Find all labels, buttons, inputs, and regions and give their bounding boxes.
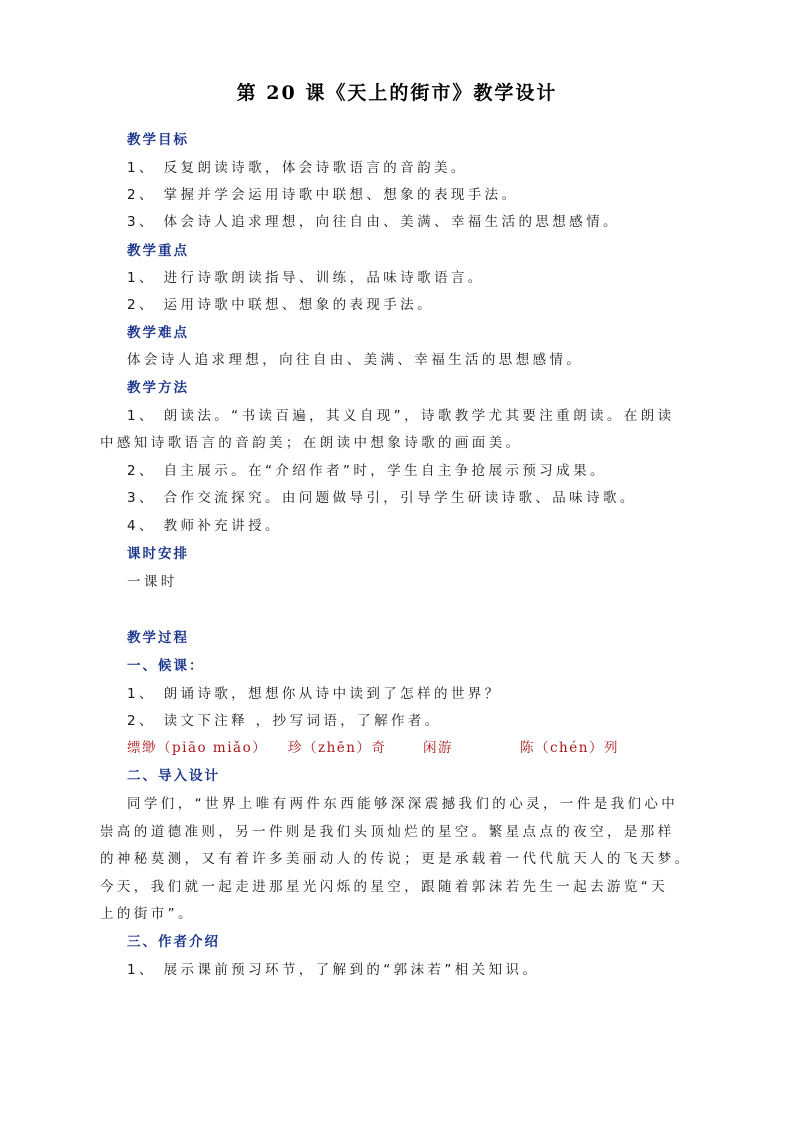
section-3-item-1: 1、 展示课前预习环节，了解到的“郭沫若”相关知识。 xyxy=(127,962,540,978)
vocab-line xyxy=(127,736,687,756)
section-1-item-2: 2、 读文下注释 ，抄写词语，了解作者。 xyxy=(127,713,442,729)
key-point-item-2: 2、 运用诗歌中联想、想象的表现手法。 xyxy=(127,297,434,313)
page-title: 第 20 课《天上的街市》教学设计 xyxy=(236,82,558,104)
key-point-item-1: 1、 进行诗歌朗读指导、训练，品味诗歌语言。 xyxy=(127,270,485,286)
schedule-text: 一课时 xyxy=(127,574,178,590)
method-item-2: 2、 自主展示。在“介绍作者”时，学生自主争抢展示预习成果。 xyxy=(127,463,607,479)
section-3-heading: 三、作者介绍 xyxy=(127,934,220,950)
section-1-heading: 一、候课： xyxy=(127,658,205,674)
method-item-4: 4、 教师补充讲授。 xyxy=(127,518,282,534)
method-item-1-line-1: 1、 朗读法。“书读百遍，其义自现”，诗歌教学尤其要注重朗读。在朗读 xyxy=(127,408,675,424)
method-item-1-line-2: 中感知诗歌语言的音韵美；在朗读中想象诗歌的画面美。 xyxy=(100,435,523,451)
difficulties-heading: 教学难点 xyxy=(127,325,189,341)
difficulties-text: 体会诗人追求理想，向往自由、美满、幸福生活的思想感情。 xyxy=(127,352,584,368)
intro-line-3: 的神秘莫测，又有着许多美丽动人的传说；更是承载着一代代航天人的飞天梦。 xyxy=(100,851,692,867)
method-item-3: 3、 合作交流探究。由问题做导引，引导学生研读诗歌、品味诗歌。 xyxy=(127,490,637,506)
objectives-heading: 教学目标 xyxy=(127,132,189,148)
section-1-item-1: 1、 朗诵诗歌，想想你从诗中读到了怎样的世界？ xyxy=(127,686,502,702)
intro-line-5: 上的街市”。 xyxy=(100,906,195,922)
methods-heading: 教学方法 xyxy=(127,380,189,396)
intro-line-1: 同学们，“世界上唯有两件东西能够深深震撼我们的心灵，一件是我们心中 xyxy=(127,796,679,812)
process-heading: 教学过程 xyxy=(127,630,189,646)
vocab-item-3: 闲游 xyxy=(423,740,453,756)
intro-line-4: 今天，我们就一起走进那星光闪烁的星空，跟随着郭沫若先生一起去游览“天 xyxy=(100,879,669,895)
intro-line-2: 崇高的道德准则，另一件则是我们头顶灿烂的星空。繁星点点的夜空，是那样 xyxy=(100,824,675,840)
vocab-item-4: 陈（chén）列 xyxy=(520,740,619,756)
key-points-heading: 教学重点 xyxy=(127,243,189,259)
section-2-heading: 二、导入设计 xyxy=(127,768,220,784)
vocab-item-2: 珍（zhēn）奇 xyxy=(288,740,387,756)
vocab-item-1: 缥缈（piāo miǎo） xyxy=(127,740,268,756)
objective-item-2: 2、 掌握并学会运用诗歌中联想、想象的表现手法。 xyxy=(127,187,519,203)
schedule-heading: 课时安排 xyxy=(127,546,189,562)
objective-item-3: 3、 体会诗人追求理想，向往自由、美满、幸福生活的思想感情。 xyxy=(127,214,620,230)
objective-item-1: 1、 反复朗读诗歌，体会诗歌语言的音韵美。 xyxy=(127,160,468,176)
